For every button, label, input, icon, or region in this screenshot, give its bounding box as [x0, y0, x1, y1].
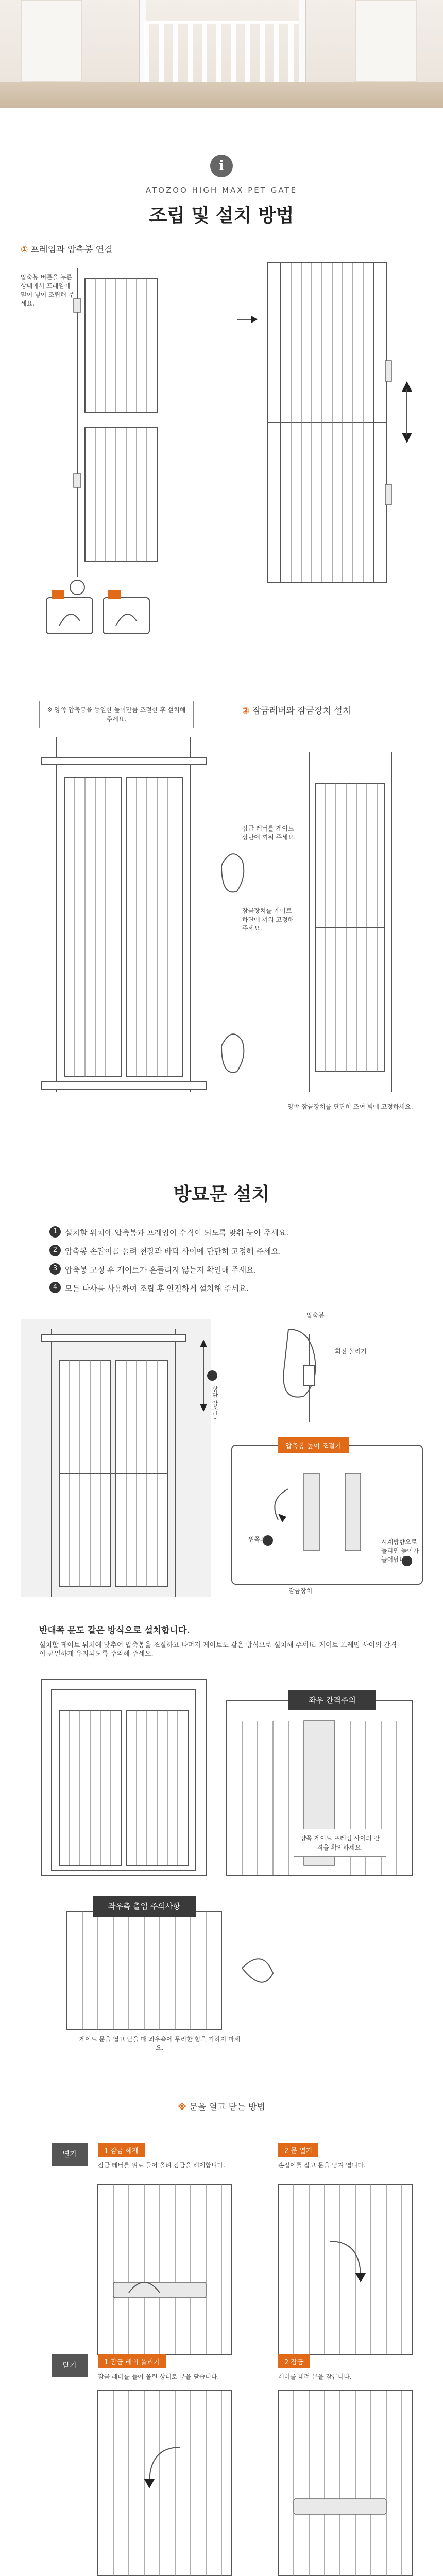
reverse-diagram	[0, 1680, 443, 2050]
step1-title	[21, 242, 112, 255]
open-step2-desc: 손잡이를 잡고 문을 당겨 엽니다.	[278, 2162, 366, 2169]
hero-photo	[0, 0, 443, 108]
gap-note: 양쪽 게이트 프레임 사이의 간격을 확인하세요.	[294, 1829, 386, 1857]
step2-note1: 잠금 레버를 게이트 상단에 끼워 주세요.	[242, 825, 296, 841]
close-step2-tag: 2 잠금	[278, 2354, 310, 2368]
label-lock: 잠금장치	[288, 1587, 313, 1595]
gate-right	[309, 752, 391, 1092]
close-step2-desc: 레버를 내려 문을 잠급니다.	[278, 2373, 352, 2380]
step2-title-text: 잠금레버와 잠금장치 설치	[252, 706, 351, 716]
step2-warning: ※ 양쪽 압축봉을 동일한 높이만큼 조절한 후 설치해 주세요.	[39, 701, 194, 728]
step2-caption: 양쪽 잠금장치를 단단히 조여 벽에 고정하세요.	[287, 1103, 413, 1110]
exploded-frame	[70, 268, 157, 595]
list-item	[49, 1263, 400, 1277]
door-label: 좌우측 출입 주의사항	[93, 1896, 196, 1917]
brand-name: ATOZOO HIGH MAX PET GATE	[145, 185, 298, 195]
step1-diagram	[0, 258, 443, 644]
floor	[0, 82, 443, 108]
step-number: 1	[49, 1226, 61, 1238]
bangmyo-steps	[49, 1226, 400, 1300]
door-note: 게이트 문을 열고 닫을 때 좌우측에 무리한 힘을 가하지 마세요.	[79, 2036, 241, 2052]
step1-title-text: 프레임과 압축봉 연결	[30, 245, 113, 255]
open-step2-tag: 2 문 열기	[278, 2143, 318, 2157]
bangmyo-title: 방묘문 설치	[173, 1184, 270, 1205]
label-turn: 시계방향으로 돌리면 높이가 늘어납니다	[381, 1538, 419, 1563]
open-close-marker: ※	[178, 2102, 186, 2112]
info-icon: i	[210, 155, 233, 177]
reverse-desc: 설치할 게이트 위치에 맞추어 압축봉을 조절하고 나머지 게이트도 같은 방식으로 설치해 주세요. 게이트 프레임 사이의 간격이 균일하게 유지되도록 주의해 주세요.	[39, 1641, 397, 1658]
list-item-text: 설치할 위치에 압축봉과 프레임이 수직이 되도록 맞춰 놓아 주세요.	[65, 1228, 289, 1238]
bangmyo-diagram	[0, 1319, 443, 1607]
door-background	[355, 0, 417, 82]
label-arrow-up: 위쪽으로	[248, 1536, 272, 1543]
step-number: 2	[49, 1245, 61, 1256]
step2-note2: 잠금장치를 게이트 하단에 끼워 고정해 주세요.	[242, 907, 294, 932]
list-item	[49, 1282, 400, 1295]
door-background	[21, 0, 82, 82]
list-item	[49, 1245, 400, 1258]
step-number: 4	[49, 1282, 61, 1293]
close-step1-desc: 잠금 레버를 들어 올린 상태로 문을 닫습니다.	[98, 2373, 219, 2380]
list-item	[49, 1226, 400, 1240]
step-number: 3	[49, 1263, 61, 1275]
step2-diagram	[0, 737, 443, 1128]
open-close-title-text: 문을 열고 닫는 방법	[189, 2102, 265, 2112]
step1-marker: ①	[21, 245, 28, 255]
assembled-frame	[268, 263, 412, 582]
label-top-rod: 상단 압축봉	[211, 1386, 218, 1419]
assembly-title: 조립 및 설치 방법	[149, 205, 294, 226]
list-item-text: 압축봉 손잡이를 돌려 천장과 바닥 사이에 단단히 고정해 주세요.	[65, 1247, 281, 1256]
gate-pair-left	[41, 737, 206, 1092]
open-close-title	[0, 2099, 443, 2112]
gap-label: 좌우 간격주의	[288, 1690, 376, 1710]
label-knob: 회전 놀리기	[335, 1348, 367, 1355]
list-item-text: 압축봉 고정 후 게이트가 흔들리지 않는지 확인해 주세요.	[65, 1265, 257, 1275]
reverse-title: 반대쪽 문도 같은 방식으로 설치합니다.	[39, 1625, 190, 1636]
open-label: 열기	[52, 2143, 88, 2166]
step2-marker: ②	[242, 706, 250, 716]
step2-title	[242, 703, 351, 716]
list-item-text: 모든 나사를 사용하여 조립 후 안전하게 설치해 주세요.	[65, 1284, 249, 1293]
close-label: 닫기	[52, 2354, 88, 2377]
gate-panel	[144, 21, 299, 88]
open-step1-tag: 1 잠금 해제	[98, 2143, 145, 2157]
label-detail: 압축봉 높이 조절기	[278, 1437, 349, 1453]
open-step1-desc: 잠금 레버를 위로 들어 올려 잠금을 해제합니다.	[98, 2162, 225, 2169]
label-compress-rod: 압축봉	[306, 1312, 325, 1319]
close-step1-tag: 1 잠금 레버 올리기	[98, 2354, 166, 2368]
step1-note: 압축봉 버튼을 누른 상태에서 프레임에 밀어 넣어 조립해 주세요.	[21, 274, 75, 307]
